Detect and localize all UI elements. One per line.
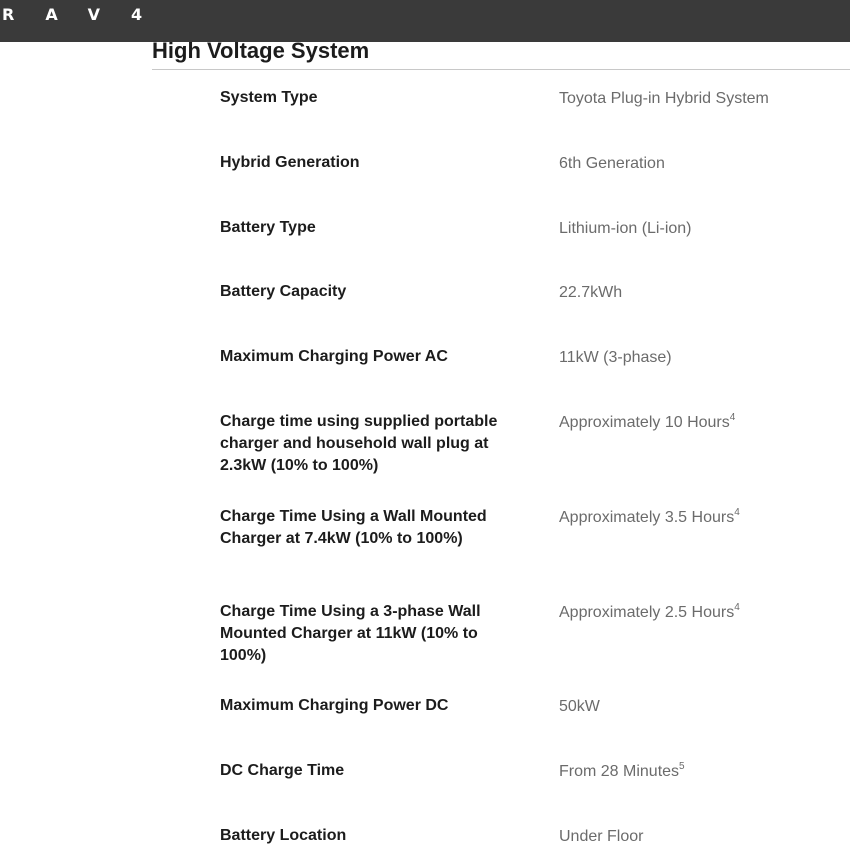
spec-label: System Type [220,89,318,106]
spec-value [559,412,849,434]
spec-label: Battery Location [220,827,347,844]
rav4-logo[interactable]: RAV4 [2,5,174,24]
spec-value-text: Approximately 2.5 Hours [559,604,735,621]
spec-label: Battery Capacity [220,283,347,300]
spec-value-text: 22.7kWh [559,284,623,301]
spec-value-text: 50kW [559,698,600,715]
spec-value [559,88,849,110]
spec-value-text: 11kW (3-phase) [559,349,672,366]
footnote-reference[interactable]: 5 [679,760,685,772]
spec-label: Hybrid Generation [220,154,360,171]
footnote-reference[interactable]: 4 [734,506,740,518]
spec-value-text: Toyota Plug-in Hybrid System [559,90,769,107]
spec-value [559,761,849,783]
section-title: High Voltage System [152,38,370,63]
spec-label: Charge Time Using a 3-phase Wall Mounted Charger at 11kW (10% to 100%) [220,603,481,664]
spec-value [559,153,849,175]
spec-value-text: From 28 Minutes [559,763,680,780]
spec-value-text: Lithium-ion (Li-ion) [559,220,692,237]
spec-label: Maximum Charging Power DC [220,697,449,714]
spec-value [559,218,849,240]
footnote-reference[interactable]: 4 [734,601,740,613]
spec-value-text: Approximately 3.5 Hours [559,509,735,526]
spec-label: Maximum Charging Power AC [220,348,448,365]
spec-value [559,347,849,369]
spec-value [559,602,849,624]
footnote-reference[interactable]: 4 [729,411,736,423]
spec-value [559,696,849,718]
spec-label: Charge Time Using a Wall Mounted Charger at 7.4kW (10% to 100%) [220,508,487,547]
spec-value [559,507,849,529]
spec-label: Charge time using supplied portable charger and household wall plug at 2.3kW (10% to 100%) [220,413,498,474]
spec-label: DC Charge Time [220,762,345,779]
spec-value-text: 6th Generation [559,155,665,172]
spec-value-text: Under Floor [559,828,644,845]
spec-value [559,282,849,304]
spec-label: Battery Type [220,219,316,236]
spec-value-text: Approximately 10 Hours [559,414,730,431]
spec-value [559,826,849,848]
